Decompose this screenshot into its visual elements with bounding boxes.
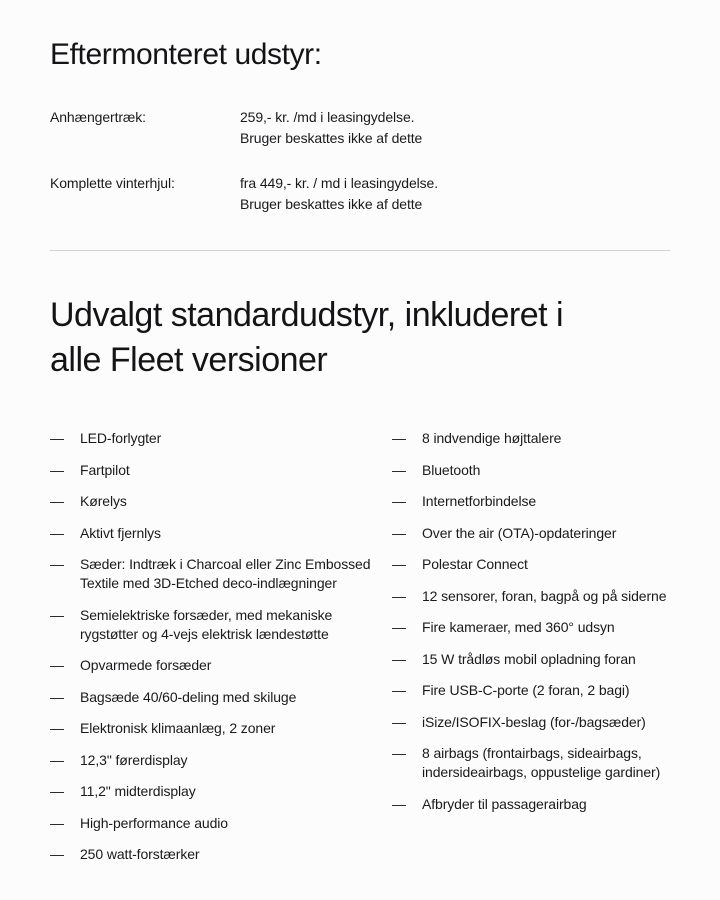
dash-icon: — [50, 688, 64, 705]
equipment-column-left [50, 429, 392, 877]
list-item-label: Bluetooth [422, 461, 481, 478]
list-item-label: 12 sensorer, foran, bagpå og på siderne [422, 587, 667, 604]
dash-icon: — [50, 657, 64, 673]
list-item-label: Bagsæde 40/60-deling med skiluge [80, 688, 297, 705]
list-item [392, 587, 670, 606]
list-item-label: 11,2" midterdisplay [80, 783, 196, 799]
equipment-list-left [50, 429, 392, 864]
list-item [50, 782, 392, 801]
equipment-column-right [392, 429, 670, 877]
list-item-label: Sæder: Indtræk i Charcoal eller Zinc Embossed Textile med 3D-Etched deco-indlægninger [80, 556, 371, 591]
dash-icon: — [50, 751, 64, 768]
list-item [392, 524, 670, 543]
dash-icon: — [50, 493, 64, 509]
list-item [50, 719, 392, 738]
dash-icon: — [50, 461, 64, 478]
spec-label: Komplette vinterhjul: [50, 175, 175, 191]
list-item-label: 250 watt-forstærker [80, 846, 200, 862]
list-item [392, 429, 670, 448]
dash-icon: — [392, 430, 406, 446]
dash-icon: — [50, 606, 64, 623]
spec-value-line: fra 449,- kr. / md i leasingydelse. [240, 175, 439, 191]
list-item [392, 555, 670, 574]
list-item [50, 656, 392, 675]
dash-icon: — [392, 795, 406, 812]
dash-icon: — [392, 493, 406, 509]
standard-equipment-heading [50, 293, 670, 383]
dash-icon: — [392, 682, 406, 698]
heading-line: Udvalgt standardudstyr, inkluderet i [50, 296, 564, 334]
heading-line: alle Fleet versioner [50, 341, 328, 379]
dash-icon: — [392, 619, 406, 635]
list-item [50, 814, 392, 833]
list-item-label: Fire kameraer, med 360° udsyn [422, 619, 615, 635]
dash-icon: — [50, 720, 64, 736]
list-item-label: Afbryder til passagerairbag [422, 795, 587, 812]
list-item-label: Fire USB-C-porte (2 foran, 2 bagi) [422, 682, 630, 698]
list-item [50, 429, 392, 448]
list-item [50, 688, 392, 707]
list-item [50, 845, 392, 864]
equipment-list-right [392, 429, 670, 814]
list-item [392, 744, 670, 782]
spec-value-line: Bruger beskattes ikke af dette [240, 196, 423, 212]
list-item-label: Kørelys [80, 493, 127, 509]
dash-icon: — [50, 524, 64, 541]
dash-icon: — [392, 556, 406, 572]
list-item [50, 524, 392, 543]
retrofit-equipment-section [50, 36, 670, 215]
list-item-label: 8 airbags (frontairbags, sideairbags, indersideairbags, oppustelige gardiner) [422, 745, 661, 780]
spec-value [240, 173, 670, 215]
list-item-label: 8 indvendige højttalere [422, 430, 562, 446]
dash-icon: — [50, 846, 64, 862]
spec-row-towbar [50, 107, 670, 149]
spec-value [240, 107, 670, 149]
spec-row-winter-wheels [50, 173, 670, 215]
spec-label: Anhængertræk: [50, 109, 146, 125]
list-item-label: Semielektriske forsæder, med mekaniske rygstøtter og 4-vejs elektrisk lændestøtte [80, 606, 333, 642]
dash-icon: — [392, 524, 406, 541]
list-item [392, 461, 670, 480]
list-item-label: Polestar Connect [422, 556, 528, 572]
dash-icon: — [392, 713, 406, 730]
section-divider [50, 250, 670, 251]
list-item [392, 713, 670, 732]
dash-icon: — [392, 587, 406, 604]
list-item [392, 650, 670, 669]
list-item-label: High-performance audio [80, 814, 228, 831]
list-item [392, 618, 670, 637]
dash-icon: — [392, 650, 406, 667]
retrofit-title: Eftermonteret udstyr: [50, 38, 322, 71]
list-item-label: Elektronisk klimaanlæg, 2 zoner [80, 720, 276, 736]
list-item [50, 751, 392, 770]
list-item [50, 461, 392, 480]
spec-value-line: 259,- kr. /md i leasingydelse. [240, 109, 415, 125]
list-item [392, 492, 670, 511]
list-item-label: Opvarmede forsæder [80, 657, 212, 673]
list-item [50, 555, 392, 593]
list-item-label: Aktivt fjernlys [80, 524, 161, 541]
spec-value-line: Bruger beskattes ikke af dette [240, 130, 423, 146]
dash-icon: — [50, 814, 64, 831]
dash-icon: — [392, 461, 406, 478]
dash-icon: — [50, 430, 64, 446]
list-item-label: iSize/ISOFIX-beslag (for-/bagsæder) [422, 713, 646, 730]
list-item [50, 606, 392, 644]
dash-icon: — [50, 556, 64, 572]
equipment-columns [50, 429, 670, 877]
list-item [392, 681, 670, 700]
list-item-label: Over the air (OTA)-opdateringer [422, 524, 617, 541]
list-item-label: Fartpilot [80, 461, 130, 478]
retrofit-rows [50, 107, 670, 215]
list-item-label: 12,3" førerdisplay [80, 751, 188, 768]
list-item-label: Internetforbindelse [422, 493, 537, 509]
list-item-label: 15 W trådløs mobil opladning foran [422, 650, 636, 667]
list-item [392, 795, 670, 814]
list-item [50, 492, 392, 511]
list-item-label: LED-forlygter [80, 430, 162, 446]
dash-icon: — [392, 745, 406, 761]
dash-icon: — [50, 783, 64, 799]
standard-equipment-section [50, 293, 670, 877]
